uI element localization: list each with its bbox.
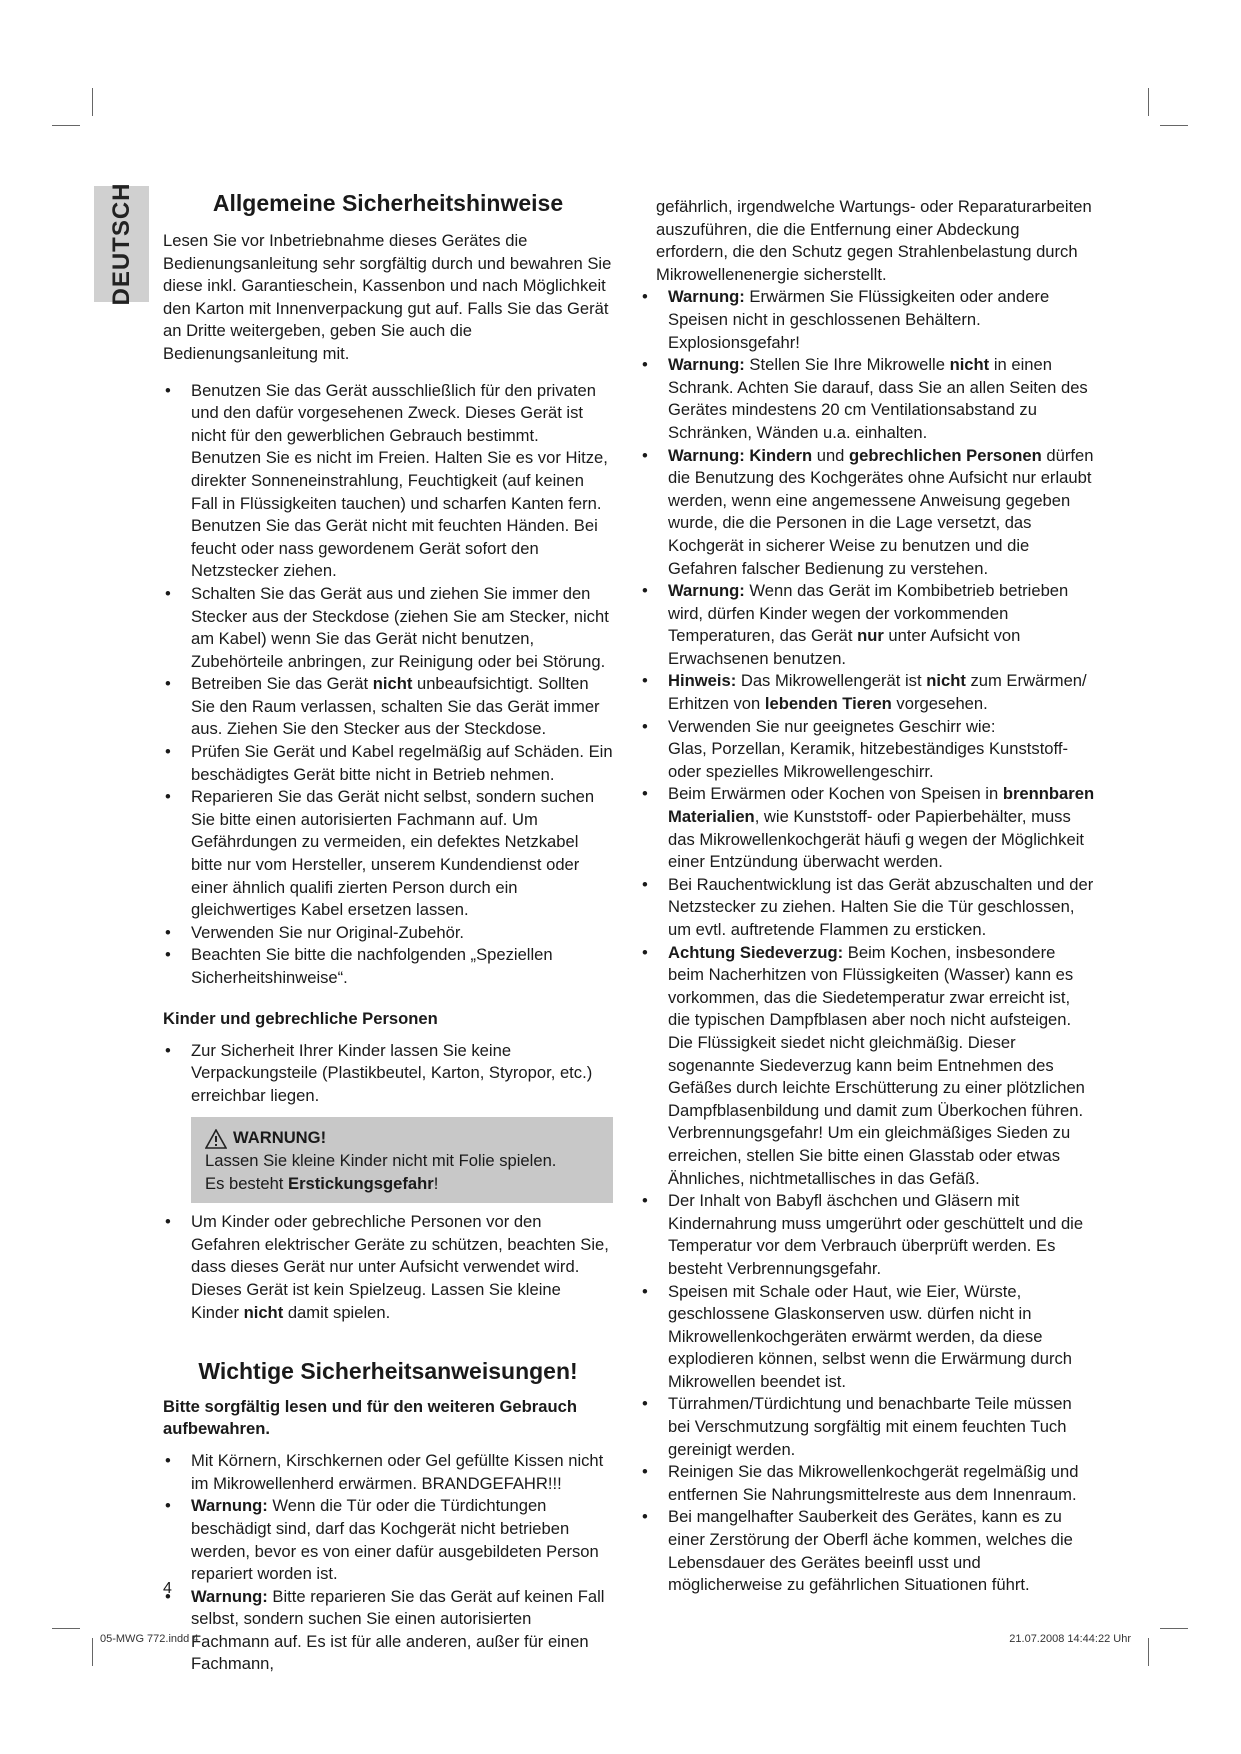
list-item: • Der Inhalt von Babyfl äschchen und Gläsern mit Kindernahrung muss umgerührt oder geschüttelt und die Temperatur vor dem Verbrauch überprüft werden. Es besteht Verbrennungsgefahr. [640, 1190, 1095, 1280]
list-item: • Achtung Siedeverzug: Beim Kochen, insbesondere beim Nacherhitzen von Flüssigkeiten (Wasser) kann es vorkommen, das die Siedetemperatur zwar erreicht ist, die typischen Dampfblasen aber noch nicht aufsteigen. Die Flüssigkeit siedet nicht gleichmäßig. Dieser sogenannte Siedeverzug kann beim Entnehmen des Gefäßes durch leichte Erschütterung zu einer plötzlichen Dampfblasenbildung und damit zum Überkochen führen. Verbrennungsgefahr! Um ein gleichmäßiges Sieden zu erreichen, stellen Sie bitte einen Glasstab oder etwas Ähnliches, nichtmetallisches in das Gefäß. [640, 942, 1095, 1191]
page-title: Allgemeine Sicherheitshinweise [212, 190, 564, 216]
kids-list [163, 1040, 613, 1108]
list-item: • Warnung: Wenn das Gerät im Kombibetrieb betrieben wird, dürfen Kinder wegen der vorkommenden Temperaturen, das Gerät nur unter Aufsicht von Erwachsenen benutzen. [640, 580, 1095, 670]
language-tab-label: DEUTSCH [107, 182, 135, 306]
crop-mark [1160, 1628, 1188, 1629]
list-item: • Mit Körnern, Kirschkernen oder Gel gefüllte Kissen nicht im Mikrowellenherd erwärmen. BRANDGEFAHR!!! [163, 1450, 613, 1495]
list-item: • Verwenden Sie nur geeignetes Geschirr wie: Glas, Porzellan, Keramik, hitzebeständiges Kunststoff- oder spezielles Mikrowellengeschirr. [640, 716, 1095, 784]
list-item: • Türrahmen/Türdichtung und benachbarte Teile müssen bei Verschmutzung sorgfältig mit einem feuchten Tuch gereinigt werden. [640, 1393, 1095, 1461]
list-item: • Beachten Sie bitte die nachfolgenden „Speziellen Sicherheitshinweise“. [163, 944, 613, 989]
warning-box [191, 1117, 613, 1203]
language-tab [94, 182, 149, 306]
warning-line-1: Lassen Sie kleine Kinder nicht mit Folie spielen. [205, 1150, 557, 1170]
warning-title: WARNUNG! [205, 1127, 601, 1150]
list-item: • Reparieren Sie das Gerät nicht selbst, sondern suchen Sie bitte einen autorisierten Fachmann auf. Um Gefährdungen zu vermeiden, ein defektes Netzkabel bitte nur vom Hersteller, unserem Kundendienst oder einer ähnlich qualifi zierten Person durch ein gleichwertiges Kabel ersetzen lassen. [163, 786, 613, 922]
crop-mark [1148, 1638, 1149, 1666]
crop-mark [1160, 125, 1188, 126]
intro-paragraph: Lesen Sie vor Inbetriebnahme dieses Gerätes die Bedienungsanleitung sehr sorgfältig durch und bewahren Sie diese inkl. Garantieschein, Kassenbon und nach Möglichkeit den Karton mit Innenverpackung gut auf. Falls Sie das Gerät an Dritte weitergeben, geben Sie auch die Bedienungsanleitung mit. [163, 231, 612, 363]
list-item: • Beim Erwärmen oder Kochen von Speisen in brennbaren Materialien, wie Kunststoff- oder Papierbehälter, muss das Mikrowellenkochgerät häufi g wegen der Möglichkeit einer Entzündung überwacht werden. [640, 783, 1095, 873]
list-item: • Warnung: Bitte reparieren Sie das Gerät auf keinen Fall selbst, sondern suchen Sie einen autorisierten Fachmann auf. Es ist für alle anderen, außer für einen Fachmann, [163, 1586, 613, 1676]
warning-triangle-icon [205, 1129, 227, 1149]
crop-mark [52, 125, 80, 126]
crop-mark [92, 1638, 93, 1666]
list-item: • Bei Rauchentwicklung ist das Gerät abzuschalten und der Netzstecker zu ziehen. Halten Sie die Tür geschlossen, um evtl. auftretende Flammen zu ersticken. [640, 874, 1095, 942]
section-title-important: Wichtige Sicherheitsanweisungen! [198, 1358, 578, 1385]
list-item: • Schalten Sie das Gerät aus und ziehen Sie immer den Stecker aus der Steckdose (ziehen Sie am Stecker, nicht am Kabel) wenn Sie das Gerät nicht benutzen, Zubehörteile anbringen, zur Reinigung oder bei Störung. [163, 583, 613, 673]
list-item: • Benutzen Sie das Gerät ausschließlich für den privaten und den dafür vorgesehenen Zweck. Dieses Gerät ist nicht für den gewerblichen Gebrauch bestimmt. Benutzen Sie es nicht im Freien. Halten Sie es vor Hitze, direkter Sonneneinstrahlung, Feuchtigkeit (auf keinen Fall in Flüssigkeiten tauchen) und scharfen Kanten fern. Benutzen Sie das Gerät nicht mit feuchten Händen. Bei feucht oder nass gewordenem Gerät sofort den Netzstecker ziehen. [163, 380, 613, 583]
list-item: • Warnung: Stellen Sie Ihre Mikrowelle nicht in einen Schrank. Achten Sie darauf, dass Sie an allen Seiten des Gerätes mindestens 20 cm Ventilationsabstand zu Schränken, Wänden u.a. einhalten. [640, 354, 1095, 444]
list-item: • Prüfen Sie Gerät und Kabel regelmäßig auf Schäden. Ein beschädigtes Gerät bitte nicht in Betrieb nehmen. [163, 741, 613, 786]
list-item: • Zur Sicherheit Ihrer Kinder lassen Sie keine Verpackungsteile (Plastikbeutel, Karton, Styropor, etc.) erreichbar liegen. [163, 1040, 613, 1108]
continued-paragraph: gefährlich, irgendwelche Wartungs- oder Reparaturarbeiten auszuführen, die die Entfernung einer Abdeckung erfordern, die den Schutz gegen Strahlenbelastung durch Mikrowellenenergie sicherstellt. [656, 197, 1092, 284]
list-item: • Warnung: Wenn die Tür oder die Türdichtungen beschädigt sind, darf das Kochgerät nicht betrieben werden, bevor es von einer dafür ausgebildeten Person repariert worden ist. [163, 1495, 613, 1585]
list-item: • Um Kinder oder gebrechliche Personen vor den Gefahren elektrischer Geräte zu schützen, beachten Sie, dass dieses Gerät nur unter Aufsicht verwendet wird. Dieses Gerät ist kein Spielzeug. Lassen Sie kleine Kinder nicht damit spielen. [163, 1211, 613, 1324]
list-item: • Warnung: Kindern und gebrechlichen Personen dürfen die Benutzung des Kochgerätes ohne Aufsicht nur erlaubt werden, wenn eine angemessene Anweisung gegeben wurde, die die Personen in die Lage versetzt, das Kochgerät in sicherer Weise zu benutzen und die Gefahren falscher Bedienung zu verstehen. [640, 445, 1095, 581]
general-safety-list [163, 380, 613, 990]
crop-mark [52, 1628, 80, 1629]
kids-list-2 [163, 1211, 613, 1324]
right-column [640, 196, 1095, 1597]
warning-line-2: Es besteht Erstickungsgefahr! [205, 1173, 439, 1193]
crop-mark [1148, 88, 1149, 116]
list-item: • Warnung: Erwärmen Sie Flüssigkeiten oder andere Speisen nicht in geschlossenen Behältern. Explosionsgefahr! [640, 286, 1095, 354]
left-column [163, 190, 613, 1676]
footer-file-info: 05-MWG 772.indd 4 [100, 1633, 199, 1645]
list-item: • Speisen mit Schale oder Haut, wie Eier, Würste, geschlossene Glaskonserven usw. dürfen nicht in Mikrowellenkochgeräten erwärmt werden, da diese explodieren können, selbst wenn die Erwärmung durch Mikrowellen beendet ist. [640, 1281, 1095, 1394]
list-item: • Betreiben Sie das Gerät nicht unbeaufsichtigt. Sollten Sie den Raum verlassen, schalten Sie das Gerät immer aus. Ziehen Sie den Stecker aus der Steckdose. [163, 673, 613, 741]
important-list [163, 1450, 613, 1676]
list-item: • Verwenden Sie nur Original-Zubehör. [163, 922, 613, 945]
page-number: 4 [163, 1580, 172, 1597]
crop-mark [92, 88, 93, 116]
section-subtitle: Bitte sorgfältig lesen und für den weiteren Gebrauch aufbewahren. [163, 1397, 577, 1439]
list-item: • Bei mangelhafter Sauberkeit des Gerätes, kann es zu einer Zerstörung der Oberfl äche kommen, welches die Lebensdauer des Gerätes beeinfl usst und möglicherweise zu gefährlichen Situationen führt. [640, 1506, 1095, 1596]
footer-timestamp: 21.07.2008 14:44:22 Uhr [1009, 1633, 1131, 1645]
list-item: • Hinweis: Das Mikrowellengerät ist nicht zum Erwärmen/ Erhitzen von lebenden Tieren vorgesehen. [640, 670, 1095, 715]
right-list [640, 286, 1095, 1596]
section-heading-kids: Kinder und gebrechliche Personen [163, 1008, 438, 1028]
list-item: • Reinigen Sie das Mikrowellenkochgerät regelmäßig und entfernen Sie Nahrungsmittelreste aus dem Innenraum. [640, 1461, 1095, 1506]
